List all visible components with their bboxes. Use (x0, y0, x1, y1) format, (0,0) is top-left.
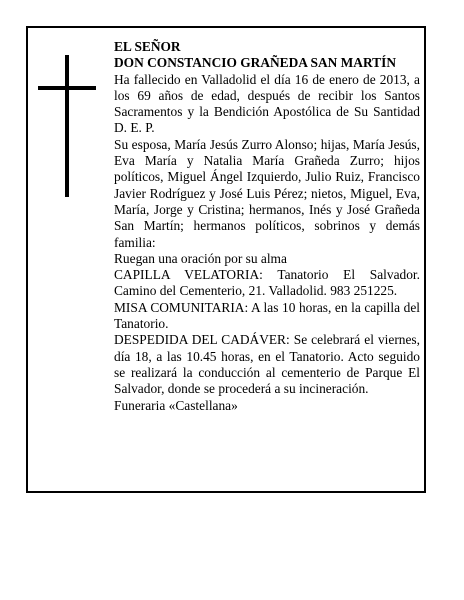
death-announcement: Ha fallecido en Valladolid el día 16 de enero de 2013, a los 69 años de edad, después de recibir los Santos Sacramentos y la Bendición Apostólica de Su Santidad D. E. P. (114, 71, 420, 136)
community-mass: MISA COMUNITARIA: A las 10 horas, en la capilla del Tanatorio. (114, 299, 420, 332)
family-list: Su esposa, María Jesús Zurro Alonso; hijas, María Jesús, Eva María y Natalia María Grañeda Zurro; hijos políticos, Miguel Ángel Izquierdo, Julio Ruiz, Francisco Javier Rodríguez y José Luis Pérez; nietos, Miguel, Eva, María, Jorge y Cristina; hermanos, Inés y José Grañeda San Martín; hermanos políticos, sobrinos y demás familia: (114, 136, 420, 250)
wake-location: CAPILLA VELATORIA: Tanatorio El Salvador. Camino del Cementerio, 21. Valladolid. 983 251225. (114, 267, 420, 299)
cross-icon (38, 55, 96, 197)
farewell-details: DESPEDIDA DEL CADÁVER: Se celebrará el viernes, día 18, a las 10.45 horas, en el Tanatorio. Acto seguido se realizará la conducción al cementerio de Parque El Salvador, donde se procederá a su incineración. (114, 332, 420, 397)
obituary-text (114, 39, 420, 414)
cross-horizontal-bar (38, 86, 96, 90)
prayer-request: Ruegan una oración por su alma (114, 250, 287, 266)
cross-vertical-bar (65, 55, 69, 197)
title-line-1: EL SEÑOR (114, 39, 181, 54)
funeral-home: Funeraria «Castellana» (114, 397, 238, 413)
deceased-name: DON CONSTANCIO GRAÑEDA SAN MARTÍN (114, 55, 396, 71)
